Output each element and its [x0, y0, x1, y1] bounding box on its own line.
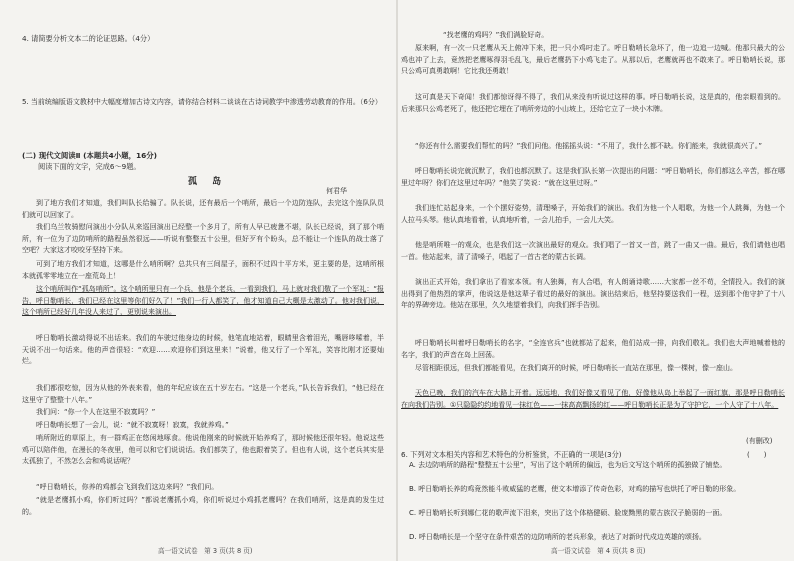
paragraph: 我们问：“你一个人在这里不寂寞吗？” [36, 408, 156, 416]
page-footer: 高一语文试卷 第 3 页(共 8 页) [158, 547, 253, 555]
paragraph: “你还有什么需要我们帮忙的吗？”我们问他。他摇摇头说：“不用了，我什么都不缺。你们能来，我就很高兴了。” [415, 142, 763, 150]
source-note: (有删改) [746, 437, 773, 445]
paragraph: “找老鹰的鸡吗？”我们满脸好奇。 [443, 31, 549, 39]
option-c: C. 呼日勒哨长听到娜仁花的歌声流下泪来，突出了这个体格健硕、脸庞黝黑的蒙古族汉子脆弱的一面。 [409, 509, 727, 517]
paragraph: 呼日勒哨长说完就沉默了，我们也都沉默了。这是我们队长第一次提出的问题：“呼日勒哨长，你们都这么辛苦，都在哪里过年呀？你们在这里过年吗？”他笑了笑说：“就在这里过呀。” [401, 167, 785, 187]
question-5: 5. 当前统编版语文教材中大幅度增加古诗文内容，请你结合材料二谈谈在古诗词教学中渗透劳动教育的作用。（6分） [22, 98, 382, 106]
paragraph: 呼日勒哨长激动得说不出话来。我们的车驶过他身边的时候，他笔直地站着，眼睛里含着泪光，嘴唇哆嗦着，半天说不出一句话来。他的声音很轻：“欢迎……欢迎你们到这里来！”说着，他又行了一个军礼，笑容比刚才还要灿烂。 [22, 334, 384, 366]
paragraph: 我们连忙站起身来，一个个摆好姿势，清理嗓子，开始我们的演出。我们为他一个人唱歌，为他一个人跳舞，为他一个人拉马头琴。他认真地看着，认真地听着，一会儿拍手，一会儿大笑。 [401, 204, 785, 224]
page-divider [396, 0, 398, 561]
paragraph: 可到了地方我们才知道，这哪是什么哨所啊？总共只有三间屋子，面积不过四十平方米，更主要的是，这哨所根本就孤零零地立在一座荒岛上！ [22, 260, 384, 280]
paragraph: 天色已晚，我们的汽车在大路上开着。远远地，我们好像又看见了他，好像他从岛上举起了一面红旗，那是呼日勒哨长在向我们告别。①只隐隐约约地看见一抹红色——一抹高高飘扬的红——呼日勒哨长正是为了守护它，一个人守了十八年。 [401, 389, 785, 409]
paragraph: 这个哨所叫作“孤岛哨所”。这个哨所里只有一个兵，他是个老兵，一看到我们，马上就对我们敬了一个军礼：“报告，呼日勒哨长，我们已经在这里等你们好久了！”我们一行人都笑了，他才知道自己大概是太激动了。他对我们说，这个哨所已经好几年没人来过了，更别说来演出。 [22, 285, 384, 317]
paragraph: 哨所附近的草原上，有一群鸡正在悠闲地啄食。他说他刚来的时候就开始养鸡了，那时候他还很年轻。他说这些鸡可以陪伴他，在漫长的冬夜里，他可以和它们说说话。我们都笑了，他也跟着笑了。但也有人说，这个老兵其实是太孤独了，不然怎么会和鸡说话呢？ [22, 434, 384, 466]
option-b: B. 呼日勒哨长养的鸡竟然能斗败威猛的老鹰，使文本增添了传奇色彩，对鸡的描写也烘托了呼日勒的形象。 [409, 485, 741, 493]
paragraph: 原来啊，有一次一只老鹰从天上俯冲下来，把一只小鸡叼走了。呼日勒哨长急坏了，他一边追一边喊。他那只最大的公鸡也冲了上去，竟然把老鹰啄得羽毛乱飞，最后老鹰扔下小鸡飞走了。从那以后，老鹰就再也不敢来了。呼日勒哨长说，那只公鸡可真勇敢啊！它比我还勇敢！ [401, 44, 785, 76]
answer-paren: ( ) [747, 451, 767, 459]
paragraph: “呼日勒哨长，你养的鸡都会飞到我们这边来吗？”我们问。 [36, 483, 219, 491]
paragraph: “就是老鹰抓小鸡，你们听过吗？”都说老鹰抓小鸡，你们听说过小鸡抓老鹰吗？在我们哨所，这是真的发生过的。 [22, 496, 384, 516]
paragraph: 尽管相距很远，但我们都能看见，在我们离开的时候，呼日勒哨长一直站在那里，像一棵树，像一座山。 [415, 364, 737, 372]
paragraph: 到了地方我们才知道，我们叫队长给骗了。队长说，还有最后一个哨所，最后一个边防连队，去完这个连队队员们就可以回家了。 [22, 199, 384, 219]
passage-title: 孤 岛 [188, 177, 228, 187]
passage-author: 何君华 [326, 187, 347, 195]
paragraph: 这可真是天下奇闻！我们都惊讶得不得了，我们从来没有听说过这样的事。呼日勒哨长说，这是真的，他亲眼看到的。后来那只公鸡老死了，他还把它埋在了哨所旁边的小山坡上，还给它立了一块小木牌。 [401, 93, 785, 113]
paragraph: 演出正式开始，我们拿出了看家本领。有人独舞，有人合唱，有人朗诵诗歌……大家都一丝不苟，全情投入。我们的演出得到了他热烈的掌声，他说这是他这辈子看过的最好的演出。演出结束后，他坚持要送我们一程，送到那个他守护了十八年的界碑旁边。他站在那里，久久地望着我们，向我们挥手告别。 [401, 278, 785, 310]
page-4 [401, 0, 794, 561]
paragraph: 我们乌兰牧骑慰问演出小分队从来巡回演出已经整一个多月了，所有人早已疲惫不堪，队长已经说，到了那个哨所，有一位为了边防哨所的路程虽然很远——听说有整整五十公里，但好歹有个盼头，总不能让一个连队的战士落了空吧？大家这才咬咬牙坚持下来。 [22, 223, 384, 255]
question-4: 4. 请简要分析文本二的论证思路。（4分） [22, 34, 155, 43]
reading-instruction: 阅读下面的文字，完成6～9题。 [38, 162, 141, 171]
page-3 [0, 0, 393, 561]
paragraph: 我们都很吃惊，因为从他的外表来看，他的年纪应该在五十岁左右。“这是一个老兵，”队长告诉我们，“他已经在这里守了整整十八年。” [22, 384, 384, 404]
section-heading: (二) 现代文阅读Ⅱ (本题共4小题，16分) [22, 151, 158, 160]
paragraph: 呼日勒哨长叫着呼日勒哨长的名字，“全连官兵”也就都站了起来，他们站成一排，向我们敬礼。我们也大声地喊着他的名字，我们的声音在岛上回荡。 [401, 339, 785, 359]
paragraph: 呼日勒哨长想了一会儿，说：“就不寂寞呀！寂寞，我就养鸡。” [36, 421, 229, 429]
option-d: D. 呼日勒哨长是一个坚守在条件艰苦的边防哨所的老兵形象，表达了对新时代戍边英雄的颂扬。 [409, 533, 706, 541]
question-6: 6. 下列对文本相关内容和艺术特色的分析鉴赏，不正确的一项是(3分) [401, 450, 622, 459]
page-footer: 高一语文试卷 第 4 页(共 8 页) [551, 547, 646, 555]
paragraph: 他是哨所唯一的观众，也是我们这一次演出最好的观众。我们唱了一首又一首，跳了一曲又一曲。最后，我们请他也唱一首。他站起来，清了清嗓子，唱起了一首古老的蒙古长调。 [401, 241, 785, 261]
option-a: A. 去边防哨所的路程“整整五十公里”，写出了这个哨所的偏远，也为后文写这个哨所的孤独做了铺垫。 [409, 461, 727, 469]
